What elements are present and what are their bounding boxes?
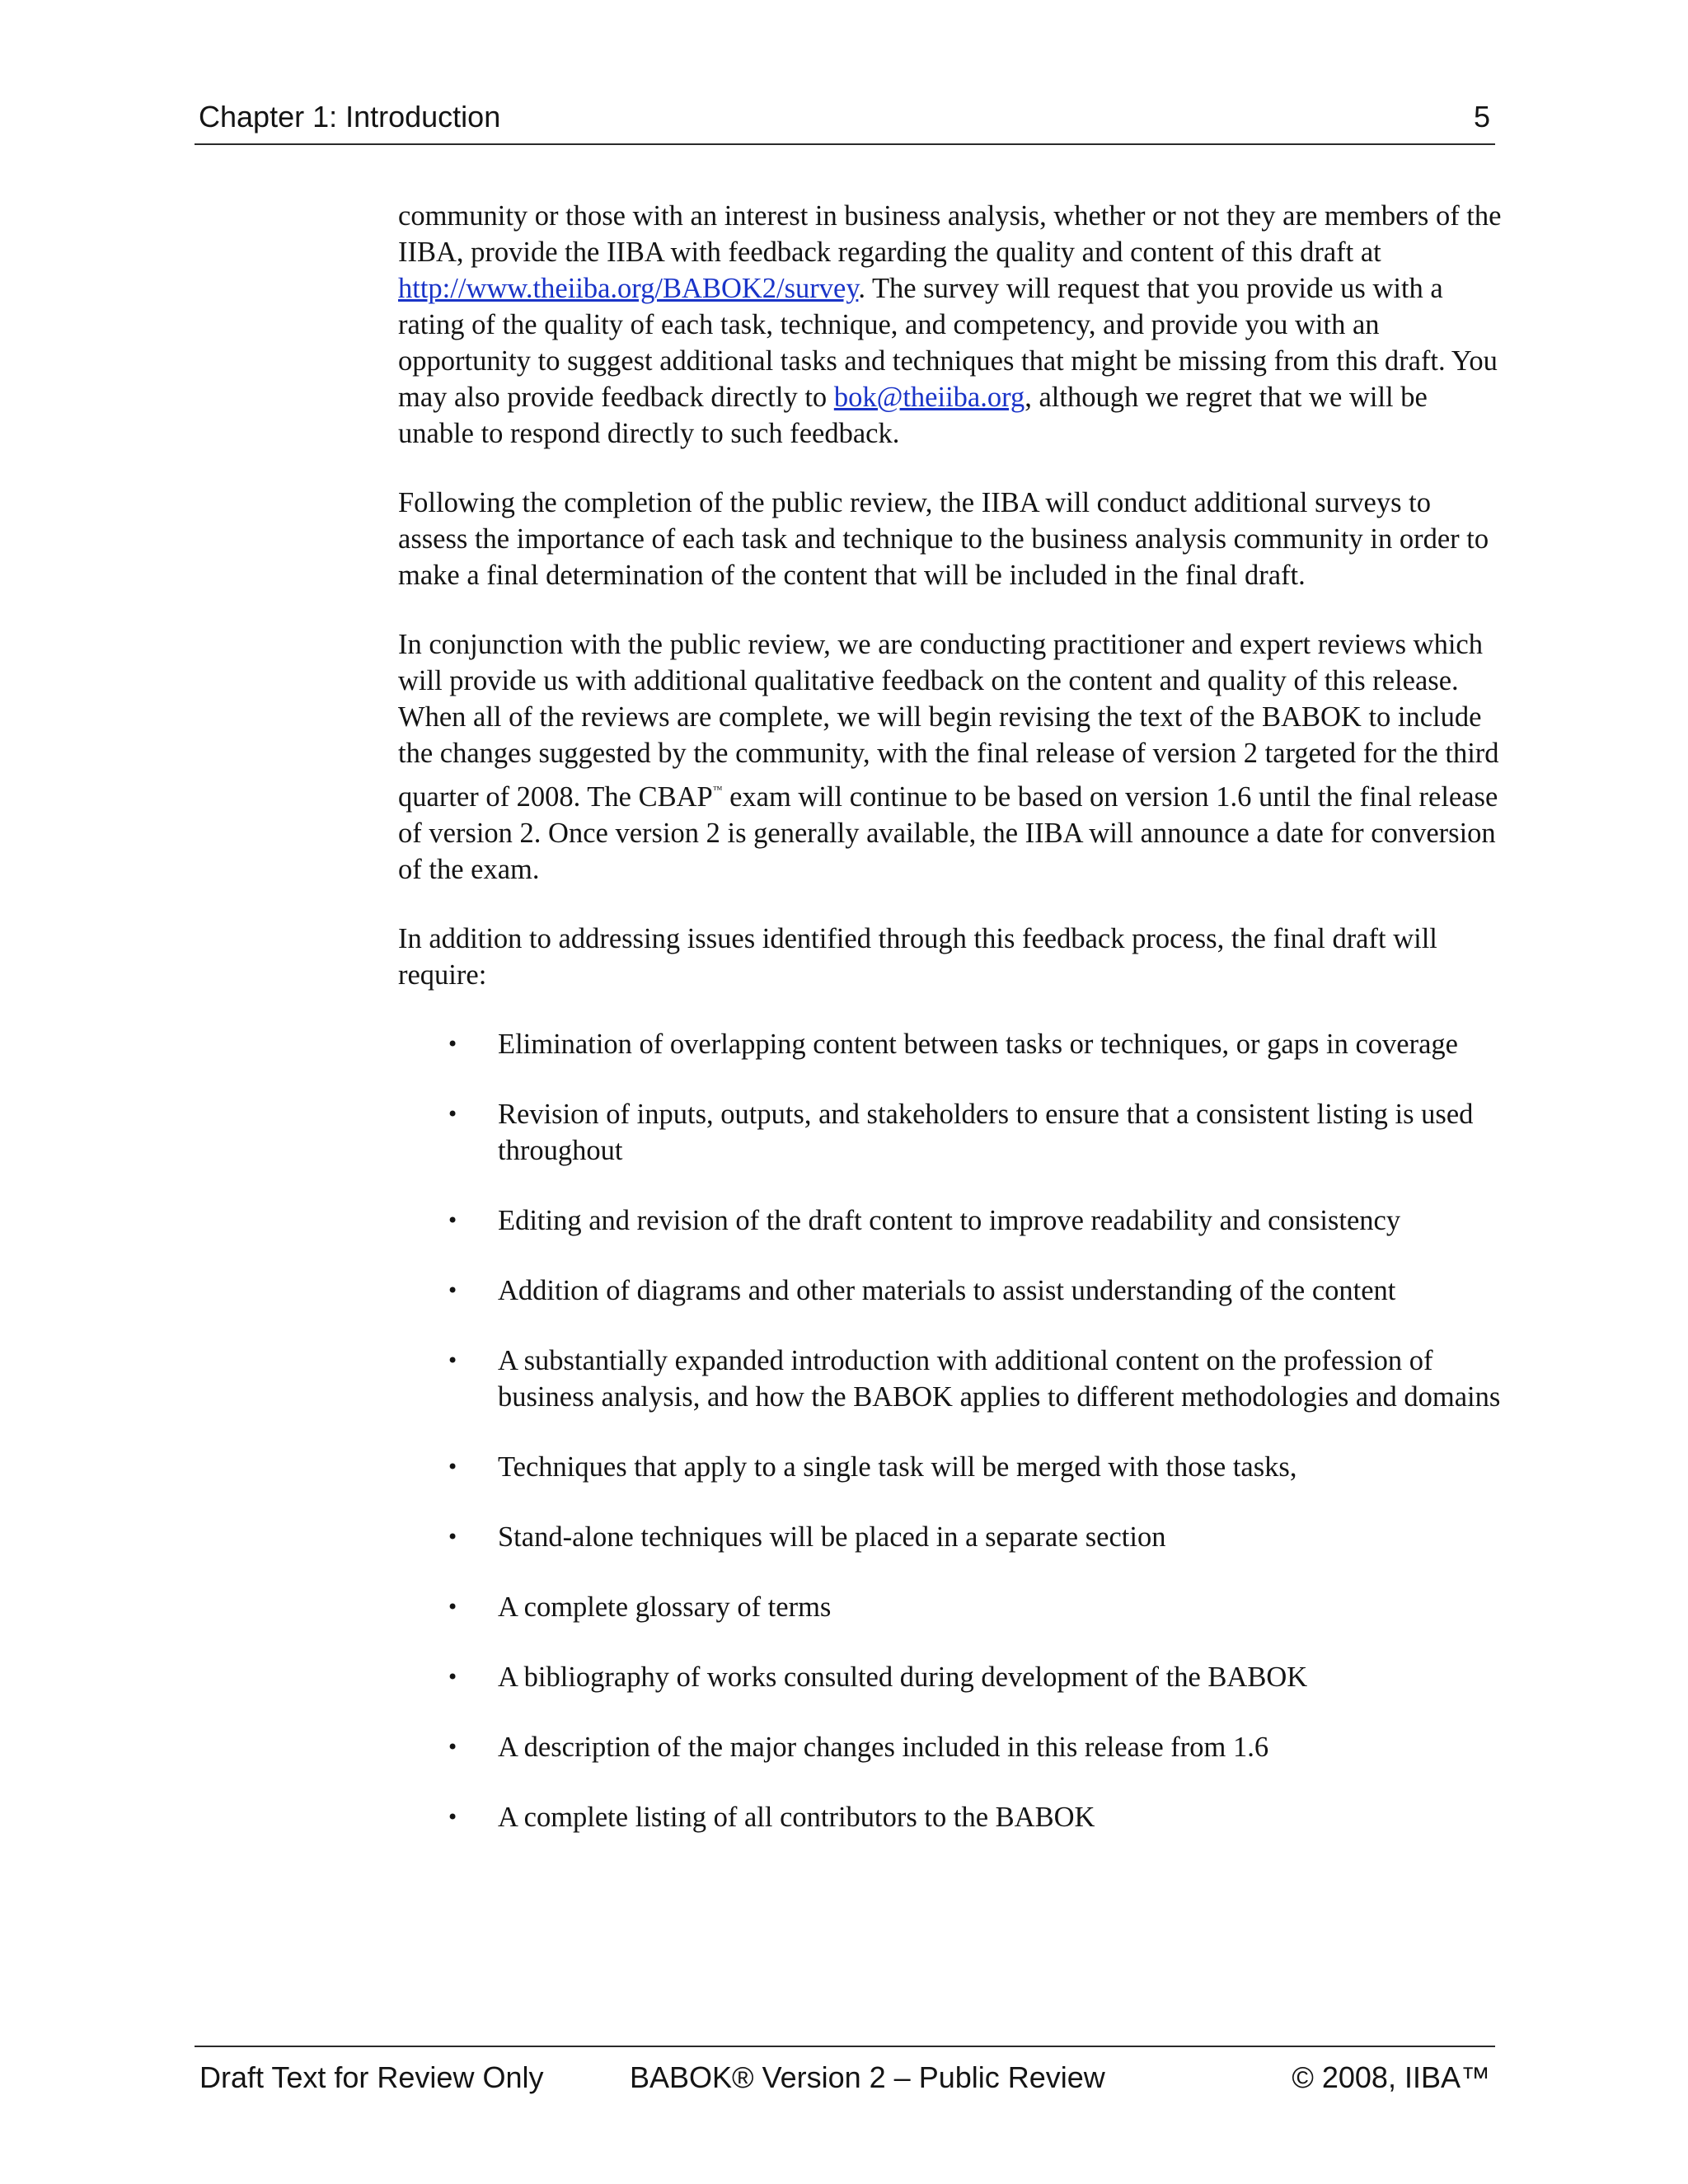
email-link[interactable]: bok@theiiba.org <box>833 382 1025 413</box>
list-item-text: A description of the major changes included in this release from 1.6 <box>498 1732 1269 1763</box>
list-item <box>398 1589 1503 1625</box>
list-item-text: Stand-alone techniques will be placed in a separate section <box>498 1521 1166 1553</box>
page-footer <box>195 2046 1495 2097</box>
bullet-icon: • <box>447 1349 459 1372</box>
list-item-text: A complete listing of all contributors to the BABOK <box>498 1802 1095 1833</box>
list-item-text: A bibliography of works consulted during development of the BABOK <box>498 1661 1308 1693</box>
paragraph-final-draft: In addition to addressing issues identified through this feedback process, the final draft will require: <box>398 923 1437 991</box>
list-item-text: A complete glossary of terms <box>498 1591 832 1623</box>
bullet-icon: • <box>447 1455 459 1479</box>
paragraph-text: exam will continue to be based on version 1.6 until the final release of version 2. Once version 2 is generally available, the IIBA will announce a date for conversion of the exam. <box>398 781 1498 885</box>
survey-link[interactable]: http://www.theiiba.org/BABOK2/survey <box>398 273 859 304</box>
list-item <box>398 1449 1503 1485</box>
list-item <box>398 1729 1503 1765</box>
bullet-icon: • <box>447 1806 459 1829</box>
list-item <box>398 1519 1503 1555</box>
footer-copyright: © 2008, IIBA™ <box>1292 2060 1490 2094</box>
footer-draft-notice: Draft Text for Review Only <box>199 2060 544 2094</box>
page-number: 5 <box>1473 100 1490 134</box>
list-item-text: A substantially expanded introduction with additional content on the profession of business analysis, and how the BABOK applies to different methodologies and domains <box>498 1345 1501 1413</box>
list-item <box>398 1096 1503 1169</box>
list-item <box>398 1026 1503 1062</box>
list-item <box>398 1343 1503 1415</box>
page-body <box>398 198 1503 1869</box>
bullet-icon: • <box>447 1209 459 1232</box>
list-item-text: Addition of diagrams and other materials to assist understanding of the content <box>498 1275 1396 1306</box>
paragraph-public-review: Following the completion of the public review, the IIBA will conduct additional surveys to assess the importance of each task and technique to the business analysis community in order to make a final determination of the content that will be included in the final draft. <box>398 487 1489 591</box>
page-header <box>195 97 1495 145</box>
list-item-text: Editing and revision of the draft content to improve readability and consistency <box>498 1205 1401 1236</box>
list-item-text: Revision of inputs, outputs, and stakeholders to ensure that a consistent listing is used throughout <box>498 1099 1474 1166</box>
bullet-icon: • <box>447 1526 459 1549</box>
chapter-title: Chapter 1: Introduction <box>199 100 501 134</box>
paragraph-text: In conjunction with the public review, we are conducting practitioner and expert reviews which will provide us with additional qualitative feedback on the content and quality of this release. When all of the reviews are complete, we will begin revising the text of the BABOK to include the changes suggested by the community, with the final release of version 2 targeted for the third quarter of 2008. The CBAP <box>398 629 1499 813</box>
paragraph-text: . The survey will request that you provide us with a rating of the quality of each task, technique, and competency, and provide you with an opportunity to suggest additional tasks and techniques that might be missing from this draft. You may also provide feedback directly to <box>398 273 1498 413</box>
list-item <box>398 1799 1503 1835</box>
paragraph-text: community or those with an interest in business analysis, whether or not they are members of the IIBA, provide the IIBA with feedback regarding the quality and content of this draft at <box>398 200 1502 268</box>
paragraph-text: , although we regret that we will be unable to respond directly to such feedback. <box>398 382 1428 449</box>
bullet-icon: • <box>447 1033 459 1056</box>
list-item-text: Techniques that apply to a single task will be merged with those tasks, <box>498 1451 1297 1483</box>
bullet-icon: • <box>447 1666 459 1689</box>
bullet-icon: • <box>447 1596 459 1619</box>
bullet-icon: • <box>447 1736 459 1759</box>
list-item <box>398 1659 1503 1695</box>
trademark-symbol: ™ <box>712 784 723 795</box>
paragraph-practitioner-review <box>398 626 1503 888</box>
paragraph-survey <box>398 198 1503 452</box>
list-item <box>398 1272 1503 1309</box>
footer-document-title: BABOK® Version 2 – Public Review <box>630 2060 1105 2094</box>
list-item <box>398 1202 1503 1239</box>
list-item-text: Elimination of overlapping content between tasks or techniques, or gaps in coverage <box>498 1029 1458 1060</box>
bullet-icon: • <box>447 1279 459 1302</box>
requirements-list <box>398 1026 1503 1835</box>
bullet-icon: • <box>447 1103 459 1126</box>
